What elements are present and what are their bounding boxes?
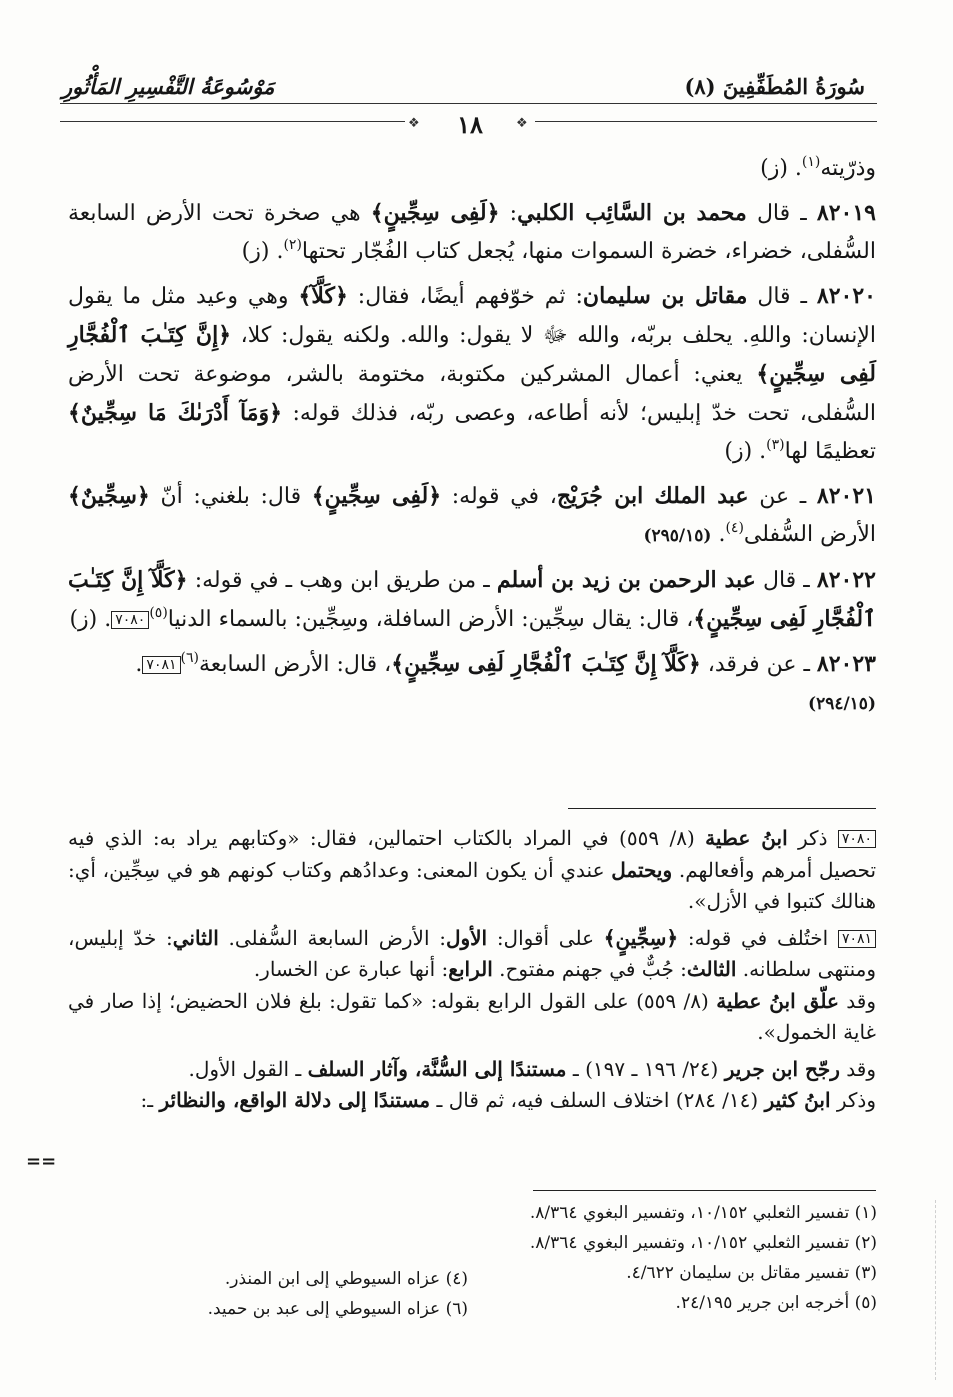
quran-quote: ﴿لَفِى سِجِّينٍ﴾ (370, 200, 500, 226)
narrator-name: عبد الرحمن بن زيد بن أسلم (496, 567, 756, 593)
intro-line: وذرّيته$^{(١)}$. (ز) (760, 154, 876, 181)
commentary-number-box: ٧٠٨١ (838, 930, 876, 948)
quran-quote: ﴿كَلَّآ﴾ (298, 283, 348, 309)
narration-82021: ٨٢٠٢١ ـ عن عبد الملك ابن جُرَيْج، في قوله: ﴿لَفِى سِجِّينٍ﴾ قال: بلغني: أنّ ﴿سِجِّينٌ﴾ الأرض السُّفلى$^{(٤)}$. (٢٩٥/١٥) (68, 483, 876, 547)
narration-82020: ٨٢٠٢٠ ـ قال مقاتل بن سليمان: ثم خوّفهم أيضًا، فقال: ﴿كَلَّآ﴾ وهي وعيد مثل ما يقول الإنسان: واللهِ. يحلف بربّه، والله ﷻ لا يقول: والله. ولكنه يقول: كلا، ﴿إِنَّ كِتَـٰبَ ٱلْفُجَّارِ لَفِى سِجِّينٍ﴾ يعني: أعمال المشركين مكتوبة، مختومة بالشر، موضوعة تحت الأرض السُّفلى، تحت خدّ إبليس؛ لأنه أطاعه، وعصى ربّه، فذلك قوله: ﴿وَمَآ أَدْرَىٰكَ مَا سِجِّينٌ﴾ تعظيمًا لها$^{(٣)}$. (ز) (68, 283, 877, 464)
commentary-ref-box: ٧٠٨١ (142, 656, 180, 674)
narration-82022: ٨٢٠٢٢ ـ قال عبد الرحمن بن زيد بن أسلم ـ من طريق ابن وهب ـ في قوله: ﴿كَلَّآ إِنَّ كِتَـٰبَ ٱلْفُجَّارِ لَفِى سِجِّينٍ﴾، قال: يقال سِجِّين: الأرض السافلة، وسِجِّين: بالسماء الدنيا$^{(٥)}$٧٠٨٠. (ز) (68, 567, 876, 632)
footnote-ref: (٢) (283, 237, 302, 253)
page-edge-mark (935, 1200, 936, 1380)
narrator-name: عبد الملك ابن جُرَيْج (556, 483, 749, 509)
book-title: مَوْسُوعَةُ التَّفْسِيرِ المَأْثُورِ (62, 74, 275, 99)
footnote-ref: (٤) (725, 520, 744, 536)
quran-quote: ﴿وَمَآ أَدْرَىٰكَ مَا سِجِّينٌ﴾ (68, 400, 283, 426)
header-rule-right (535, 121, 877, 122)
narration-82019: ٨٢٠١٩ ـ قال محمد بن السَّائِب الكلبي: ﴿لَفِى سِجِّينٍ﴾ هي صخرة تحت الأرض السابعة السُّفلى، خضراء، خضرة السموات منها، يُجعل كتاب الفُجّار تحتها$^{(٢)}$. (ز) (68, 200, 876, 264)
footnote-2: (٢) تفسير الثعلبي ١٠/١٥٢، وتفسير البغوي ٨/٣٦٤. (529, 1233, 877, 1253)
narrator-name: محمد بن السَّائِب الكلبي (517, 200, 747, 226)
commentary-separator (568, 808, 876, 809)
footnote-separator (533, 1190, 876, 1191)
narration-82023: ٨٢٠٢٣ ـ عن فرقد، ﴿كَلَّآ إِنَّ كِتَـٰبَ ٱلْفُجَّارِ لَفِى سِجِّينٍ﴾، قال: الأرض السابعة$^{(٦)}$٧٠٨١. (٢٩٤/١٥) (135, 650, 876, 714)
volume-page-ref: (٢٩٥/١٥) (643, 526, 712, 546)
footnote-1: (١) تفسير الثعلبي ١٠/١٥٢، وتفسير البغوي ٨/٣٦٤. (529, 1203, 877, 1223)
quran-quote: ﴿كَلَّآ إِنَّ كِتَـٰبَ ٱلْفُجَّارِ لَفِى سِجِّينٍ﴾ (391, 651, 701, 677)
quran-quote: ﴿لَفِى سِجِّينٍ﴾ (311, 483, 442, 509)
commentary-ref-box: ٧٠٨٠ (111, 611, 149, 629)
volume-page-ref: (٢٩٤/١٥) (808, 694, 876, 714)
footnote-4: (٤) عزاه السيوطي إلى ابن المنذر. (224, 1269, 468, 1289)
commentary-section (68, 823, 876, 1122)
footnote-3: (٣) تفسير مقاتل بن سليمان ٤/٦٢٢. (626, 1263, 877, 1283)
surah-title: سُورَةُ المُطَفِّفِينَ (٨) (684, 74, 865, 99)
commentary-7081: ٧٠٨١ اختُلف في قوله: ﴿سِجِّينٍ﴾ على أقوال: الأول: الأرض السابعة السُّفلى. الثاني: خدّ إبليس، ومنتهى سلطانه. الثالث: جُبٌّ في جهنم مفتوح. الرابع: أنها عبارة عن الخسار. وقد علّق ابنُ عطية (٨/ ٥٥٩) على القول الرابع بقوله: «كما تقول: بلغ فلان الحضيض؛ إذا صار في غاية الخمول». (68, 925, 876, 1044)
narration-number: ٨٢٠٢٣ (816, 651, 876, 677)
main-text (68, 150, 876, 729)
ornament-icon: ❖ (516, 116, 528, 131)
footnotes-right (530, 1198, 877, 1318)
narration-number: ٨٢٠٢٢ (816, 567, 876, 593)
footnote-ref: (٥) (149, 605, 168, 621)
header-rule (60, 103, 877, 104)
footnote-ref: (٦) (180, 650, 199, 666)
ornament-icon: ❖ (408, 116, 420, 131)
narration-number: ٨٢٠٢١ (816, 483, 876, 509)
quran-quote: ﴿إِنَّ كِتَـٰبَ ٱلْفُجَّارِ لَفِى سِجِّينٍ﴾ (68, 322, 876, 387)
narrator-name: مقاتل بن سليمان (582, 283, 748, 309)
footnote-5: (٥) أخرجه ابن جرير ٢٤/١٩٥. (675, 1293, 877, 1313)
commentary-number-box: ٧٠٨٠ (838, 830, 876, 848)
quran-quote: ﴿سِجِّينٌ﴾ (68, 483, 150, 509)
narration-number: ٨٢٠٢٠ (816, 283, 876, 309)
footnote-6: (٦) عزاه السيوطي إلى عبد بن حميد. (207, 1299, 468, 1319)
continuation-mark: == (26, 1151, 57, 1172)
narration-number: ٨٢٠١٩ (816, 200, 876, 226)
footnote-ref: (٣) (766, 437, 785, 453)
page-number: ١٨ (457, 110, 483, 139)
commentary-tarjih: وقد رجّح ابن جرير (٢٤/ ١٩٦ ـ ١٩٧) ـ مستندًا إلى السُّنَّة، وآثار السلف ـ القول الأول. وذكر ابنُ كثير (١٤/ ٢٨٤) اختلاف السلف فيه، ثم قال ـ مستندًا إلى دلالة الواقع، والنظائر ـ: (140, 1056, 876, 1112)
quran-quote: ﴿سِجِّينٍ﴾ (603, 925, 679, 950)
footnotes-left (208, 1264, 468, 1324)
commentary-7080: ٧٠٨٠ ذكر ابنُ عطية (٨/ ٥٥٩) في المراد بالكتاب احتمالين، فقال: «وكتابهم يراد به: الذي فيه تحصيل أمرهم وأفعالهم. ويحتمل عندي أن يكون المعنى: وعدادُهم وكتاب كونهم هو في سِجِّين، أي: هنالك كتبوا في الأزل». (68, 826, 877, 913)
quran-quote: ﴿كَلَّآ إِنَّ كِتَـٰبَ ٱلْفُجَّارِ لَفِى سِجِّينٍ﴾ (68, 567, 876, 632)
header-rule-left (60, 121, 405, 122)
